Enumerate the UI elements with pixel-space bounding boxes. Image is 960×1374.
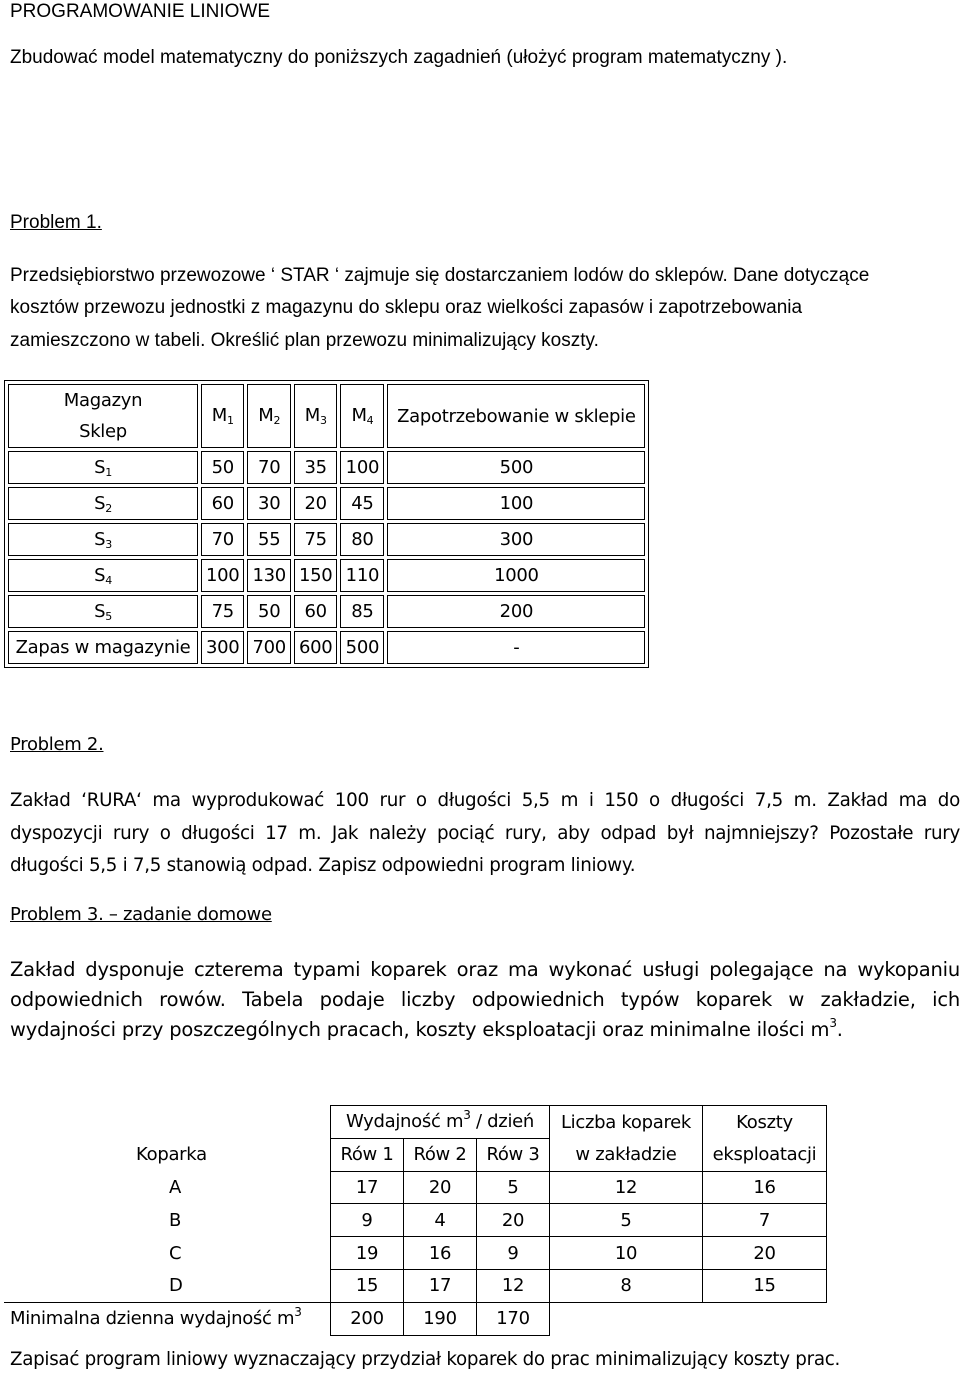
perf-cell: 19 — [331, 1237, 404, 1270]
cost-cell: 85 — [340, 595, 384, 628]
cost-cell: 16 — [703, 1171, 827, 1204]
table-row — [4, 1269, 827, 1302]
perf-cell: 16 — [404, 1237, 477, 1270]
count-header-2: w zakładzie — [550, 1138, 703, 1171]
supply-label: Zapas w magazynie — [8, 631, 198, 664]
shop-label: $S_5$ — [8, 595, 198, 628]
perf-cell: 4 — [404, 1204, 477, 1237]
count-cell: 10 — [550, 1237, 703, 1270]
cost-cell: 7 — [703, 1204, 827, 1237]
cost-cell: 50 — [201, 451, 244, 484]
cost-cell: 15 — [703, 1269, 827, 1302]
document-title: PROGRAMOWANIE LINIOWE — [10, 1, 271, 22]
min-performance-label: Minimalna dzienna wydajność $m^3$ — [4, 1302, 331, 1335]
problem1-text-line: kosztów przewozu jednostki z magazynu do sklepu oraz wielkości zapasów i zapotrzebowania — [10, 297, 803, 318]
excavator-table — [4, 1105, 827, 1336]
problem3-text-body: Zakład dysponuje czterema typami koparek oraz ma wykonać usługi polegające na wykopaniu odpowiednich rowów. Tabela podaje liczby odpowiednich typów koparek w zakładzie, ich wydajności przy poszczególnych pracach, koszty eksploatacji oraz minimalne ilości m — [10, 958, 960, 1041]
cost-cell: 150 — [294, 559, 337, 592]
perf-cell: 15 — [331, 1269, 404, 1302]
demand-cell: 200 — [387, 595, 645, 628]
type-cell: D — [169, 1275, 183, 1297]
problem1-text-line: Przedsiębiorstwo przewozowe ‘ STAR ‘ zajmuje się dostarczaniem lodów do sklepów. Dane dotyczące — [10, 265, 870, 286]
table-row — [8, 487, 645, 520]
row-header: Rów 3 — [477, 1138, 550, 1171]
cost-cell: 100 — [340, 451, 384, 484]
cost-header-1: Koszty — [703, 1106, 827, 1139]
cost-cell: 130 — [247, 559, 290, 592]
problem2-heading: Problem 2. — [10, 734, 104, 755]
supply-cell: 600 — [294, 631, 337, 664]
min-performance-row — [4, 1302, 827, 1335]
perf-cell: 5 — [477, 1171, 550, 1204]
supply-cell: 500 — [340, 631, 384, 664]
table-row — [8, 559, 645, 592]
perf-cell: 17 — [331, 1171, 404, 1204]
cost-cell: 50 — [247, 595, 290, 628]
header-row-1 — [4, 1106, 827, 1139]
count-cell: 5 — [550, 1204, 703, 1237]
type-cell: A — [169, 1176, 182, 1198]
demand-cell: 100 — [387, 487, 645, 520]
supply-demand-cell: - — [387, 631, 645, 664]
warehouse-header: $M_4$ — [340, 384, 384, 448]
cost-cell: 75 — [294, 523, 337, 556]
table-row — [4, 1171, 827, 1204]
cost-cell: 60 — [294, 595, 337, 628]
cubic-superscript: 3 — [829, 1016, 837, 1030]
warehouse-header: $M_3$ — [294, 384, 337, 448]
min-cell: 200 — [331, 1302, 404, 1335]
instruction-text: Zbudować model matematyczny do poniższych zagadnień (ułożyć program matematyczny ). — [10, 47, 788, 68]
cost-cell: 110 — [340, 559, 384, 592]
perf-cell: 9 — [477, 1237, 550, 1270]
cost-cell: 30 — [247, 487, 290, 520]
table-row — [8, 451, 645, 484]
cost-cell: 45 — [340, 487, 384, 520]
performance-header: Wydajność $m^3$ / dzień — [331, 1106, 550, 1139]
corner-header-cell — [8, 384, 198, 448]
corner-label-shop: Sklep — [79, 421, 127, 442]
cost-cell: 100 — [201, 559, 244, 592]
table-row — [8, 595, 645, 628]
supply-row — [8, 631, 645, 664]
demand-cell: 500 — [387, 451, 645, 484]
cost-cell: 80 — [340, 523, 384, 556]
problem3-text — [10, 955, 960, 1045]
cost-cell: 70 — [201, 523, 244, 556]
cost-cell: 60 — [201, 487, 244, 520]
final-instruction: Zapisać program liniowy wyznaczający przydział koparek do prac minimalizujący koszty prac. — [10, 1349, 840, 1370]
header-row-2 — [4, 1138, 827, 1171]
type-cell: B — [169, 1209, 182, 1231]
cost-cell: 55 — [247, 523, 290, 556]
row-header: Rów 2 — [404, 1138, 477, 1171]
table-row — [4, 1204, 827, 1237]
perf-cell: 12 — [477, 1269, 550, 1302]
type-cell: C — [169, 1242, 182, 1264]
min-cell: 170 — [477, 1302, 550, 1335]
problem2-text: Zakład ‘RURA‘ ma wyprodukować 100 rur o długości 5,5 m i 150 o długości 7,5 m. Zakład ma do dyspozycji rury o długości 17 m. Jak należy pociąć rury, aby odpad był najmniejszy? Pozostałe rury długości 5,5 i 7,5 stanowią odpad. Zapisz odpowiedni program liniowy. — [10, 790, 960, 876]
problem3-text-end: . — [836, 1018, 843, 1041]
count-header-1: Liczba koparek — [550, 1106, 703, 1139]
cost-cell: 70 — [247, 451, 290, 484]
demand-cell: 1000 — [387, 559, 645, 592]
shop-label: $S_1$ — [8, 451, 198, 484]
shop-label: $S_2$ — [8, 487, 198, 520]
problem1-text-line: zamieszczono w tabeli. Określić plan przewozu minimalizujący koszty. — [10, 330, 599, 351]
table-header-row — [8, 384, 645, 448]
demand-cell: 300 — [387, 523, 645, 556]
count-cell: 8 — [550, 1269, 703, 1302]
type-header: Koparka — [136, 1144, 207, 1166]
row-header: Rów 1 — [331, 1138, 404, 1171]
perf-cell: 20 — [477, 1204, 550, 1237]
cost-cell: 75 — [201, 595, 244, 628]
cost-cell: 20 — [703, 1237, 827, 1270]
problem3-heading: Problem 3. – zadanie domowe — [10, 904, 272, 925]
cost-header-2: eksploatacji — [703, 1138, 827, 1171]
supply-cell: 700 — [247, 631, 290, 664]
min-cell: 190 — [404, 1302, 477, 1335]
warehouse-header: $M_2$ — [247, 384, 290, 448]
shop-label: $S_4$ — [8, 559, 198, 592]
perf-cell: 9 — [331, 1204, 404, 1237]
cost-cell: 20 — [294, 487, 337, 520]
cost-cell: 35 — [294, 451, 337, 484]
problem1-heading: Problem 1. — [10, 212, 102, 233]
corner-label-warehouse: Magazyn — [63, 390, 143, 411]
shop-label: $S_3$ — [8, 523, 198, 556]
table-row — [4, 1237, 827, 1270]
transport-cost-table — [4, 380, 649, 668]
perf-cell: 20 — [404, 1171, 477, 1204]
warehouse-header: $M_1$ — [201, 384, 244, 448]
perf-cell: 17 — [404, 1269, 477, 1302]
supply-cell: 300 — [201, 631, 244, 664]
demand-header: Zapotrzebowanie w sklepie — [387, 384, 645, 448]
count-cell: 12 — [550, 1171, 703, 1204]
table-row — [8, 523, 645, 556]
